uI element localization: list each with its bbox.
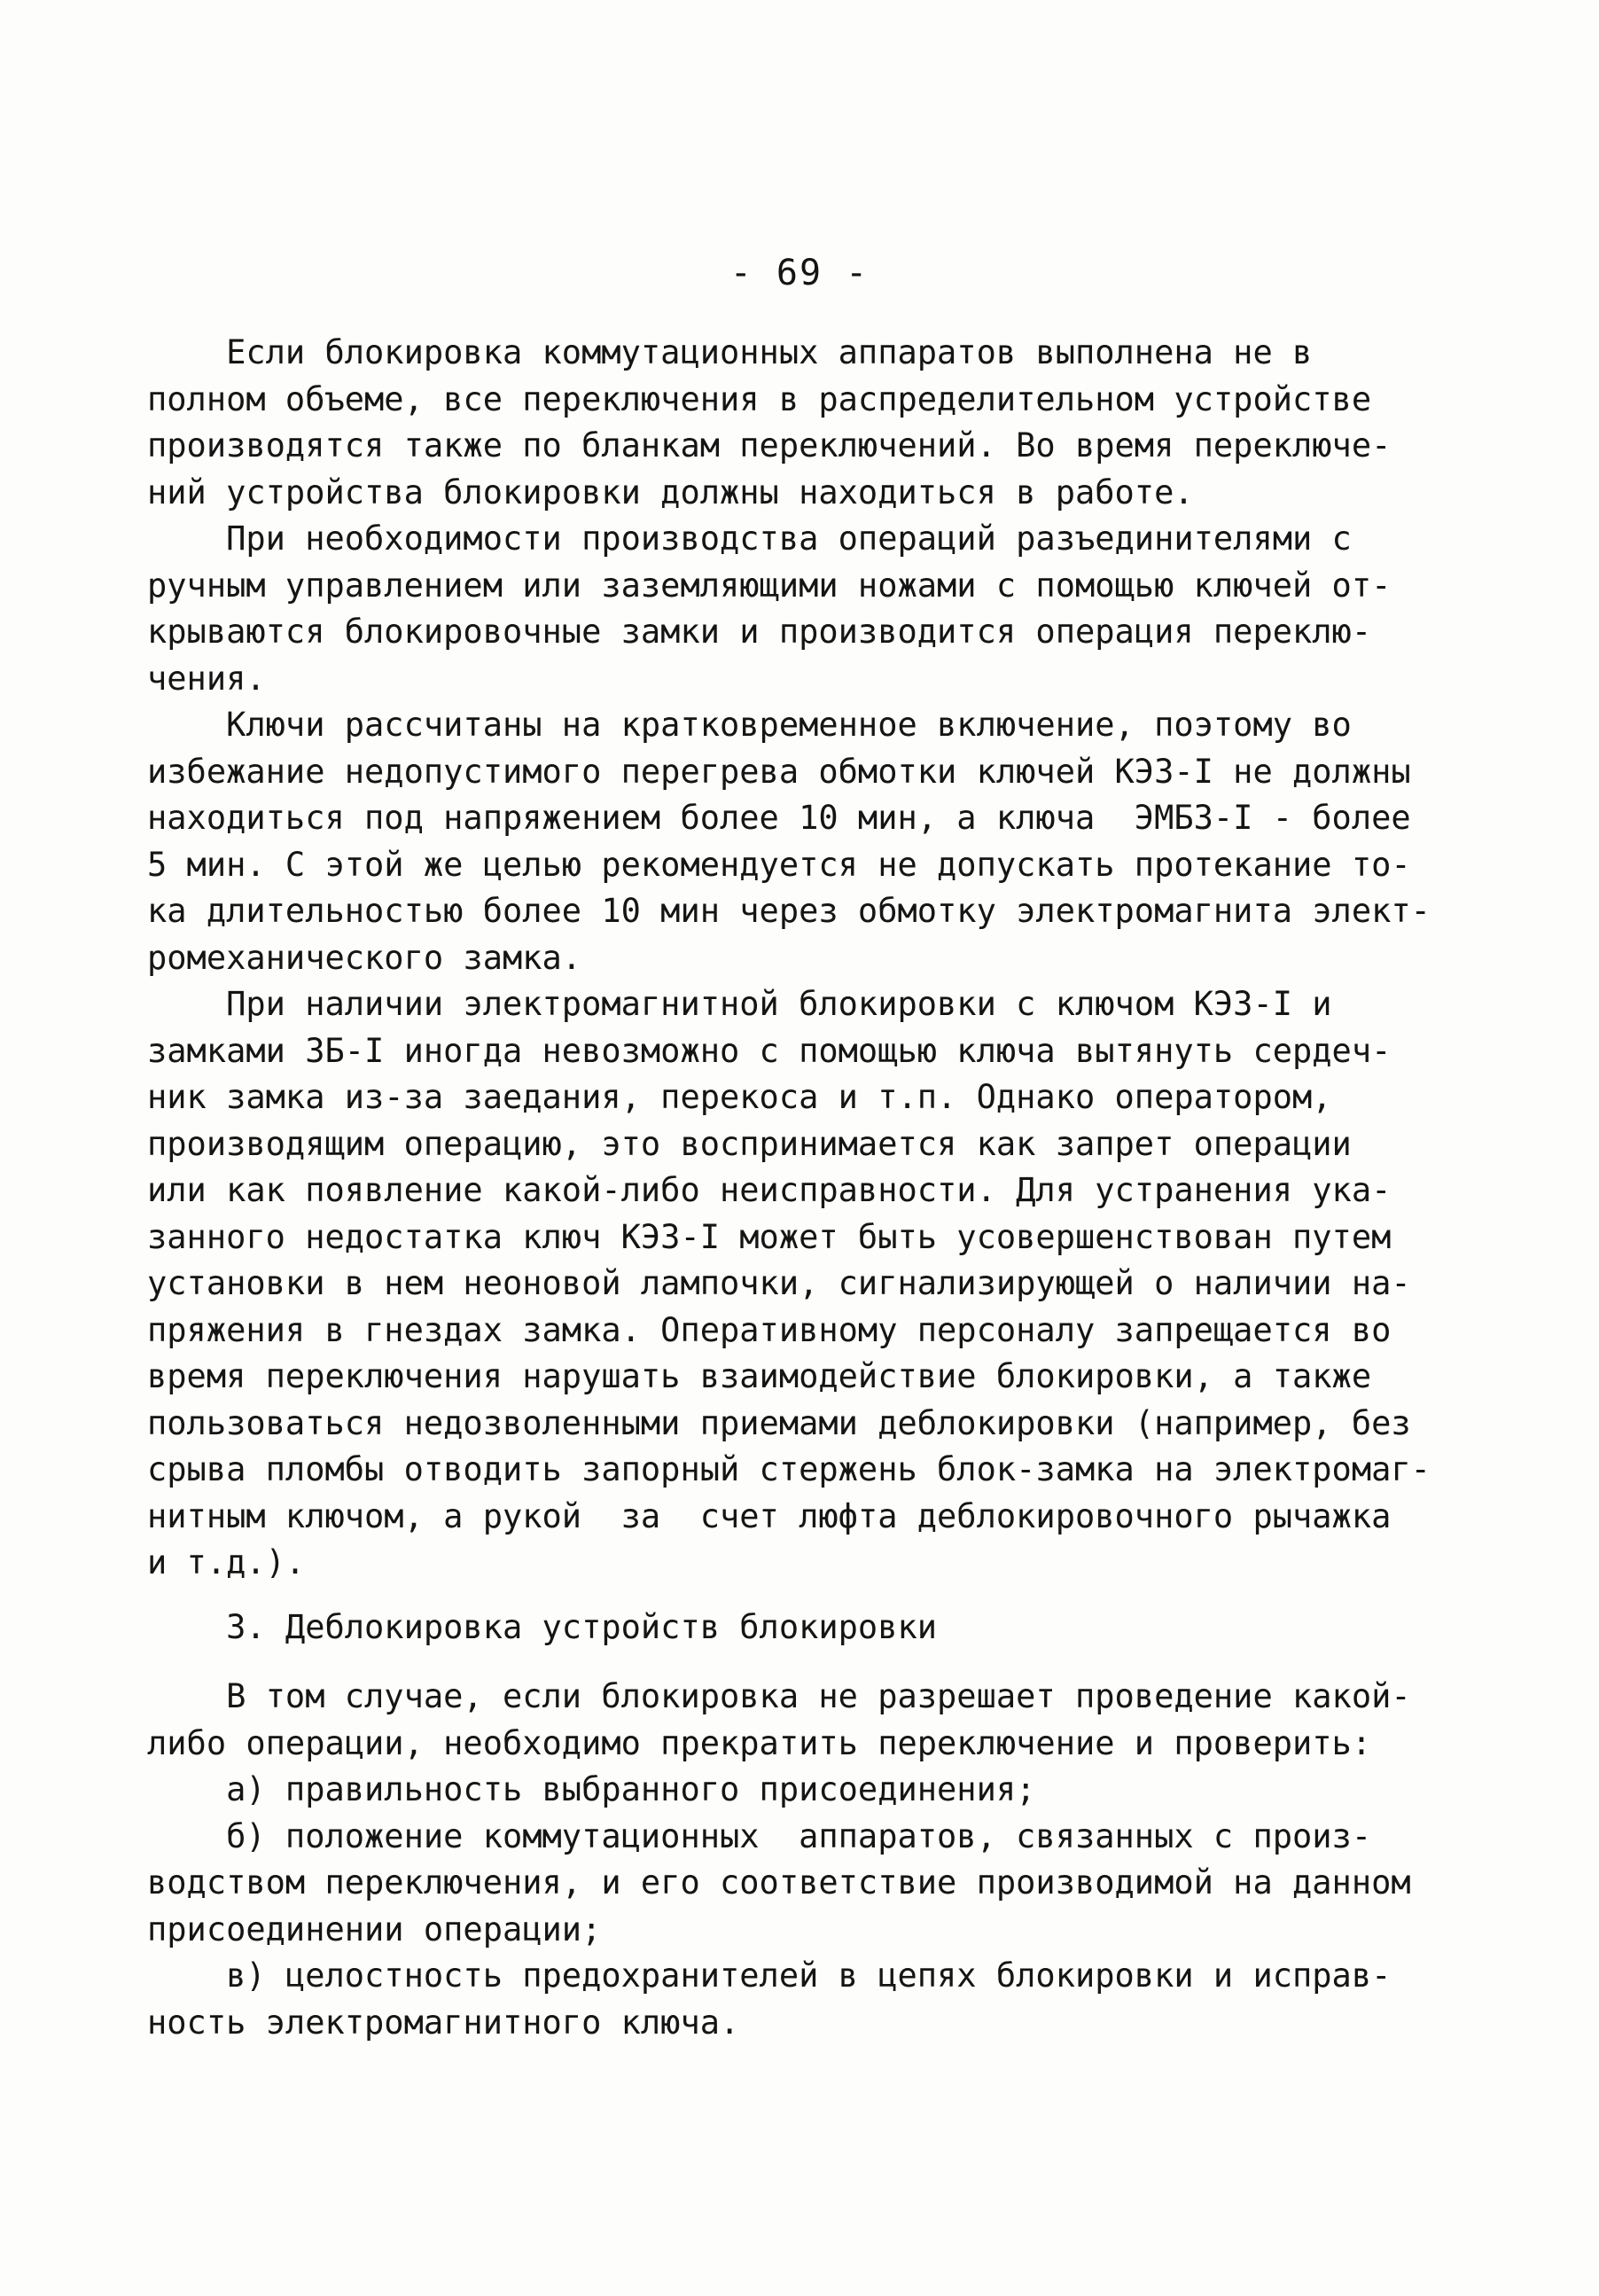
text-line: крываются блокировочные замки и производится операция переклю-	[147, 613, 1372, 651]
text-line: или как появление какой-либо неисправности. Для устранения ука-	[147, 1171, 1392, 1209]
text-line: занного недостатка ключ КЭЗ-I может быть усовершенствован путем	[147, 1217, 1392, 1256]
section-heading-text: 3. Деблокировка устройств блокировки	[147, 1607, 938, 1646]
text-line: а) правильность выбранного присоединения;	[147, 1770, 1036, 1808]
text-line: срыва пломбы отводить запорный стержень блок-замка на электромаг-	[147, 1450, 1431, 1488]
text-line: замками ЗБ-I иногда невозможно с помощью ключа вытянуть сердеч-	[147, 1031, 1392, 1070]
text-line: 5 мин. С этой же целью рекомендуется не допускать протекание то-	[147, 845, 1411, 884]
paragraph-4	[147, 981, 1431, 1587]
text-line: избежание недопустимого перегрева обмотки ключей КЭЗ-I не должны	[147, 752, 1411, 791]
text-line: либо операции, необходимо прекратить переключение и проверить:	[147, 1723, 1372, 1762]
paragraph-3	[147, 702, 1431, 981]
text-line: полном объеме, все переключения в распределительном устройстве	[147, 379, 1372, 418]
text-line: ромеханического замка.	[147, 938, 582, 977]
paragraph-2	[147, 516, 1392, 702]
list-item-a	[147, 1767, 1366, 1814]
page-number: - 69 -	[729, 253, 870, 293]
text-line: чения.	[147, 659, 266, 698]
list-item-b	[147, 1814, 1411, 1954]
text-line: ник замка из-за заедания, перекоса и т.п. Однако оператором,	[147, 1078, 1332, 1116]
text-line: находиться под напряжением более 10 мин, а ключа ЭМБЗ-I - более	[147, 799, 1411, 837]
text-line: производящим операцию, это воспринимается как запрет операции	[147, 1124, 1352, 1163]
text-line: пряжения в гнездах замка. Оперативному персоналу запрещается во	[147, 1310, 1392, 1349]
text-line: пользоваться недозволенными приемами деблокировки (например, без	[147, 1403, 1411, 1442]
text-line: ручным управлением или заземляющими ножами с помощью ключей от-	[147, 566, 1392, 605]
text-line: в) целостность предохранителей в цепях блокировки и исправ-	[147, 1956, 1392, 1995]
text-line: производятся также по бланкам переключений. Во время переключе-	[147, 426, 1392, 465]
text-line: ка длительностью более 10 мин через обмотку электромагнита элект-	[147, 892, 1431, 930]
text-line: ний устройства блокировки должны находиться в работе.	[147, 472, 1194, 512]
text-line: установки в нем неоновой лампочки, сигнализирующей о наличии на-	[147, 1264, 1411, 1302]
text-line: При наличии электромагнитной блокировки с ключом КЭЗ-I и	[147, 985, 1332, 1023]
list-item-c	[147, 1953, 1392, 2046]
spacer	[147, 1651, 1366, 1674]
text-line: водством переключения, и его соответствие производимой на данном	[147, 1863, 1411, 1902]
text-line: время переключения нарушать взаимодействие блокировки, а также	[147, 1357, 1372, 1395]
text-line: При необходимости производства операций разъединителями с	[147, 519, 1352, 558]
section-heading	[147, 1605, 1366, 1652]
paragraph-5	[147, 1674, 1411, 1767]
text-line: и т.д.).	[147, 1543, 306, 1581]
text-line: Ключи рассчитаны на кратковременное включение, поэтому во	[147, 706, 1352, 744]
text-line: Если блокировка коммутационных аппаратов выполнена не в	[147, 333, 1313, 371]
body-text	[147, 330, 1431, 2046]
paragraph-1	[147, 330, 1392, 516]
text-line: присоединении операции;	[147, 1909, 602, 1948]
text-line: б) положение коммутационных аппаратов, связанных с произ-	[147, 1816, 1372, 1855]
text-line: нитным ключом, а рукой за счет люфта деблокировочного рычажка	[147, 1496, 1392, 1535]
text-line: В том случае, если блокировка не разрешает проведение какой-	[147, 1677, 1411, 1715]
text-line: ность электромагнитного ключа.	[147, 2003, 740, 2042]
